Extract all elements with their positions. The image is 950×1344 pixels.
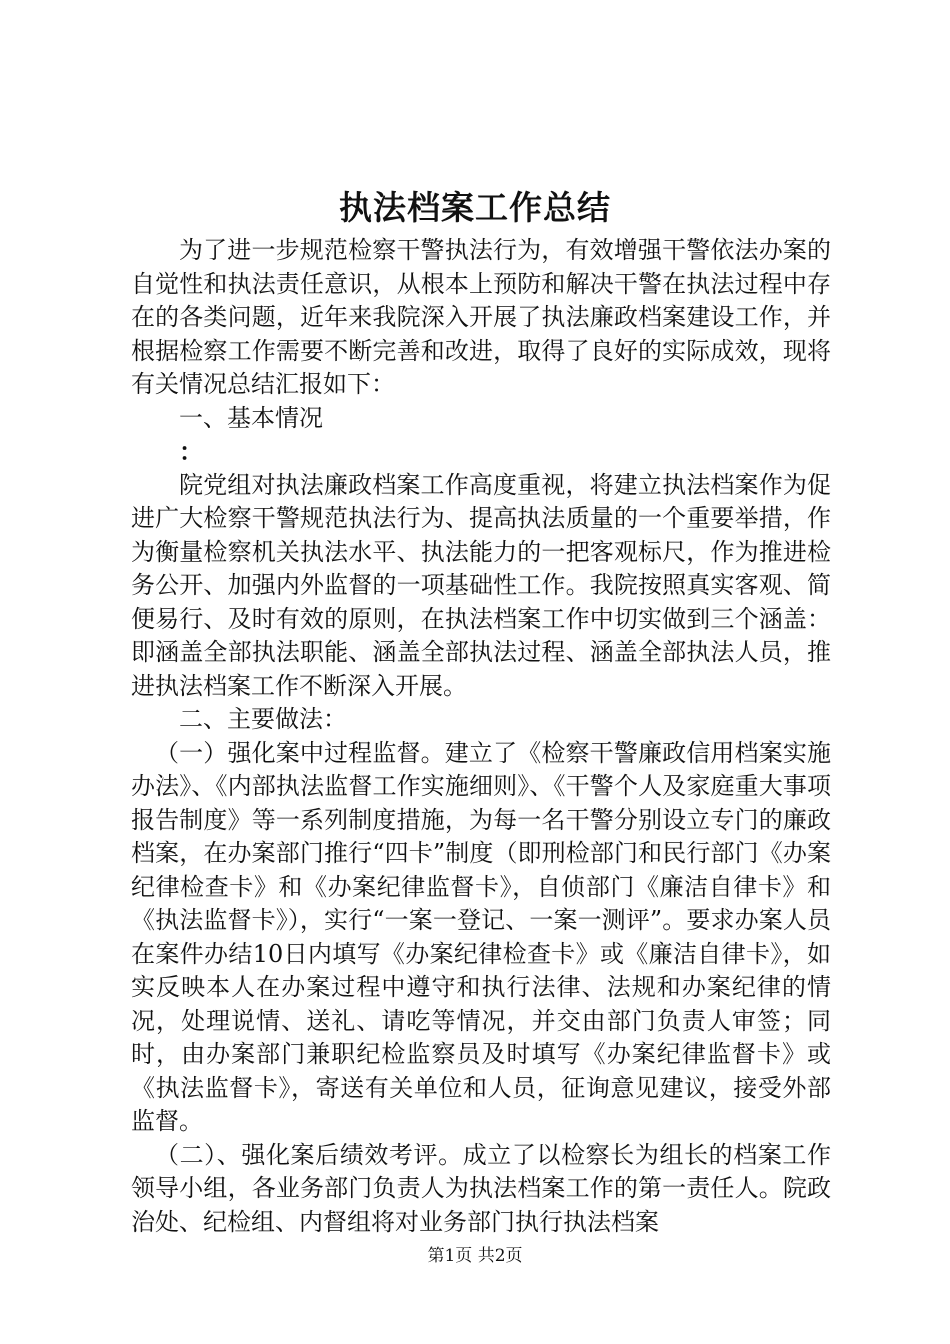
paragraph-method-2: （二）、强化案后绩效考评。成立了以检察长为组长的档案工作领导小组，各业务部门负责人为执法档案工作的第一责任人。院政治处、纪检组、内督组将对业务部门执行执法档案 — [131, 1140, 831, 1236]
paragraph-basic-situation: 院党组对执法廉政档案工作高度重视，将建立执法档案作为促进广大检察干警规范执法行为、提高执法质量的一个重要举措，作为衡量检察机关执法水平、执法能力的一把客观标尺，作为推进检务公开、加强内外监督的一项基础性工作。我院按照真实客观、简便易行、及时有效的原则，在执法档案工作中切实做到三个涵盖：即涵盖全部执法职能、涵盖全部执法过程、涵盖全部执法人员，推进执法档案工作不断深入开展。 — [131, 470, 831, 700]
stray-colon: ： — [179, 437, 203, 466]
section-heading-methods: 二、主要做法： — [179, 705, 347, 733]
document-title: 执法档案工作总结 — [339, 188, 611, 227]
paragraph-intro: 为了进一步规范检察干警执法行为，有效增强干警依法办案的自觉性和执法责任意识，从根本上预防和解决干警在执法过程中存在的各类问题，近年来我院深入开展了执法廉政档案建设工作，并根据检察工作需要不断完善和改进，取得了良好的实际成效，现将有关情况总结汇报如下： — [131, 236, 831, 398]
section-heading-basic: 一、基本情况 — [179, 403, 323, 432]
paragraph-method-1: （一）强化案中过程监督。建立了《检察干警廉政信用档案实施办法》、《内部执法监督工作实施细则》、《干警个人及家庭重大事项报告制度》等一系列制度措施，为每一名干警分别设立专门的廉政档案，在办案部门推行“四卡”制度（即刑检部门和民行部门《办案纪律检查卡》和《办案纪律监督卡》，自侦部门《廉洁自律卡》和《执法监督卡》），实行“一案一登记、一案一测评”。要求办案人员在案件办结10日内填写《办案纪律检查卡》或《廉洁自律卡》，如实反映本人在办案过程中遵守和执行法律、法规和办案纪律的情况，处理说情、送礼、请吃等情况，并交由部门负责人审签；同时，由办案部门兼职纪检监察员及时填写《办案纪律监督卡》或《执法监督卡》，寄送有关单位和人员，征询意见建议，接受外部监督。 — [131, 738, 831, 1135]
page-footer: 第1页 共2页 — [427, 1246, 523, 1266]
document-body — [131, 234, 831, 1239]
